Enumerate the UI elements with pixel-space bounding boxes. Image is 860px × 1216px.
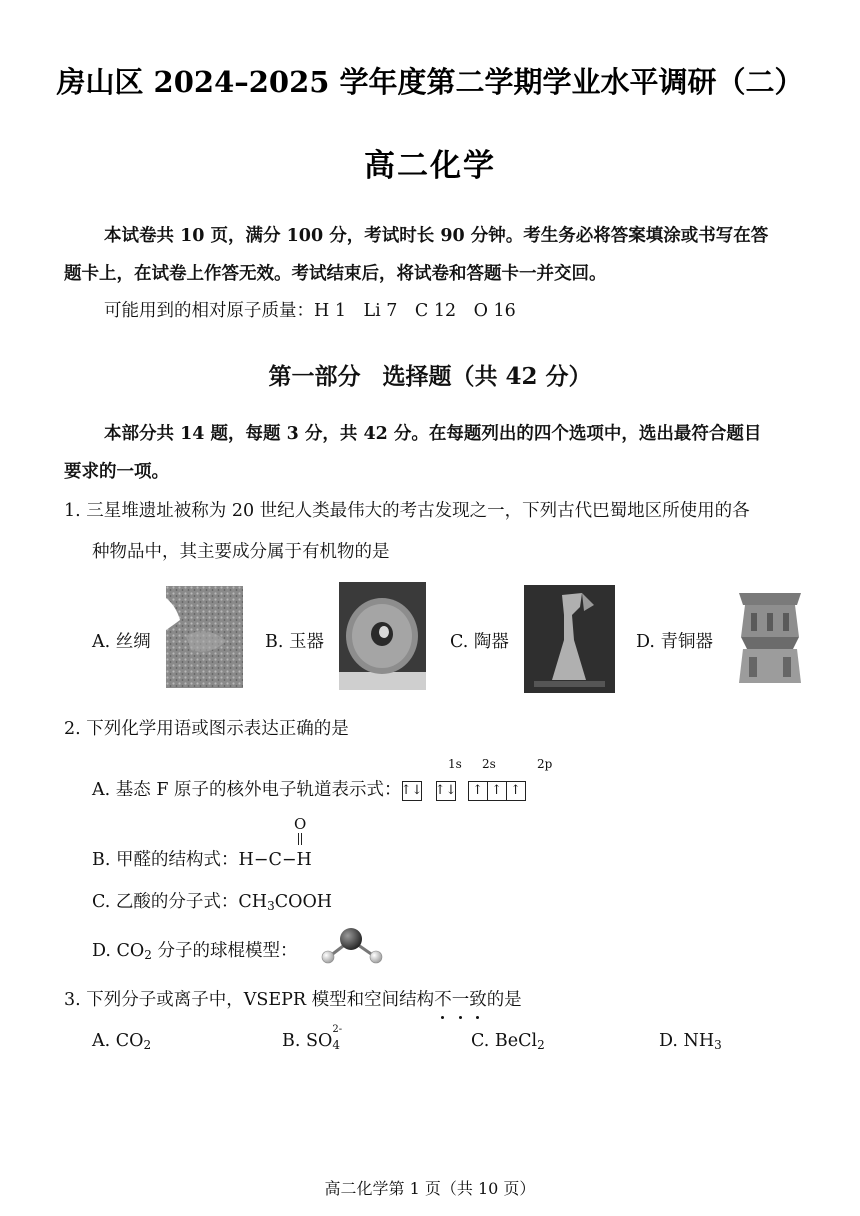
notice-line-2: 题卡上，在试卷上作答无效。考试结束后，将试卷和答题卡一并交回。 bbox=[64, 264, 607, 284]
bronze-image bbox=[729, 585, 811, 691]
formula-sub: 2 bbox=[537, 1038, 545, 1052]
orbital-arrow: ↑ bbox=[506, 782, 525, 800]
exam-title: 房山区 2024–2025 学年度第二学期学业水平调研（二） bbox=[56, 65, 804, 99]
formaldehyde-right: −H bbox=[281, 850, 312, 870]
formula-part: COOH bbox=[274, 892, 333, 912]
q2-option-b-label: B. 甲醛的结构式： bbox=[92, 850, 239, 870]
q2-option-d bbox=[92, 937, 297, 962]
formula-sub: 2 bbox=[143, 1038, 152, 1052]
formula-sub: 3 bbox=[267, 899, 275, 913]
orbital-arrow: ↑↓ bbox=[400, 783, 423, 798]
orbital-box-2s bbox=[436, 781, 456, 801]
q1-stem-line-1: 1. 三星堆遗址被称为 20 世纪人类最伟大的考古发现之一，下列古代巴蜀地区所使用的各 bbox=[64, 501, 750, 521]
q3-stem-pre: 3. 下列分子或离子中，VSEPR 模型和空间结构 bbox=[64, 990, 435, 1010]
q3-option-d bbox=[659, 1031, 722, 1052]
formaldehyde-left: H− bbox=[238, 850, 269, 870]
q2-option-a-label: A. 基态 F 原子的核外电子轨道表示式： bbox=[92, 780, 402, 800]
formula-sub: 4 bbox=[332, 1038, 340, 1052]
acetic-formula bbox=[238, 892, 332, 912]
emphasis-char: 不 bbox=[434, 990, 452, 1010]
page-footer: 高二化学第 1 页（共 10 页） bbox=[324, 1179, 536, 1198]
orbital-arrow: ↑ bbox=[472, 783, 483, 798]
jade-image bbox=[339, 582, 426, 690]
option-text: C. BeCl bbox=[471, 1031, 538, 1051]
subject-title: 高二化学 bbox=[364, 148, 496, 184]
formaldehyde-carbon: C bbox=[268, 850, 282, 870]
q2-option-d-label-post: 分子的球棍模型： bbox=[151, 941, 298, 961]
q2-option-c-label: C. 乙酸的分子式： bbox=[92, 892, 239, 912]
q1-option-c: C. 陶器 bbox=[450, 632, 509, 652]
q2-option-a bbox=[92, 776, 526, 801]
formula-sup: 2- bbox=[332, 1024, 343, 1035]
q1-option-b: B. 玉器 bbox=[265, 632, 324, 652]
orbital-label-2p: 2p bbox=[537, 757, 553, 771]
section-intro-line-2: 要求的一项。 bbox=[64, 462, 169, 482]
atomic-mass-line: 可能用到的相对原子质量：H 1 Li 7 C 12 O 16 bbox=[104, 301, 516, 321]
formula-sub: 2 bbox=[144, 948, 152, 962]
q1-option-a: A. 丝绸 bbox=[92, 632, 151, 652]
silk-image bbox=[166, 586, 243, 688]
section-intro-line-1: 本部分共 14 题，每题 3 分，共 42 分。在每题列出的四个选项中，选出最符合题目 bbox=[104, 424, 762, 444]
q2-option-b bbox=[92, 846, 312, 871]
formula-sub: 3 bbox=[714, 1038, 722, 1052]
co2-ball-stick-model bbox=[318, 926, 386, 970]
q3-option-b bbox=[282, 1024, 344, 1052]
q3-option-c bbox=[471, 1031, 545, 1052]
formula-part: CH bbox=[238, 892, 268, 912]
q1-stem-line-2: 种物品中，其主要成分属于有机物的是 bbox=[92, 542, 390, 562]
formaldehyde-double-bond bbox=[298, 833, 302, 845]
emphasis-char: 致 bbox=[469, 990, 487, 1010]
orbital-label-1s: 1s bbox=[448, 757, 462, 771]
q3-stem bbox=[64, 986, 522, 1011]
q3-stem-post: 的是 bbox=[486, 990, 522, 1010]
option-text: A. CO bbox=[92, 1031, 144, 1051]
q1-option-d: D. 青铜器 bbox=[636, 632, 714, 652]
option-text: B. SO bbox=[282, 1031, 333, 1051]
section-title bbox=[0, 358, 860, 391]
orbital-arrow: ↑↓ bbox=[434, 783, 457, 798]
option-text: D. NH bbox=[659, 1031, 715, 1051]
q3-option-a bbox=[92, 1031, 151, 1052]
emphasis-char: 一 bbox=[451, 990, 470, 1010]
q2-option-d-label: D. CO bbox=[92, 941, 145, 961]
orbital-arrow: ↑ bbox=[487, 782, 506, 800]
pottery-image bbox=[524, 585, 615, 693]
q2-stem: 2. 下列化学用语或图示表达正确的是 bbox=[64, 719, 349, 739]
orbital-box-2p bbox=[468, 781, 526, 801]
orbital-box-1s bbox=[402, 781, 422, 801]
orbital-label-2s: 2s bbox=[482, 757, 496, 771]
q2-option-c bbox=[92, 888, 332, 913]
section-title-desc: 选择题（共 42 分） bbox=[382, 363, 592, 390]
notice-line-1: 本试卷共 10 页，满分 100 分，考试时长 90 分钟。考生务必将答案填涂或书写在答 bbox=[104, 226, 769, 246]
section-title-part: 第一部分 bbox=[268, 363, 361, 390]
formaldehyde-oxygen: O bbox=[294, 815, 307, 833]
